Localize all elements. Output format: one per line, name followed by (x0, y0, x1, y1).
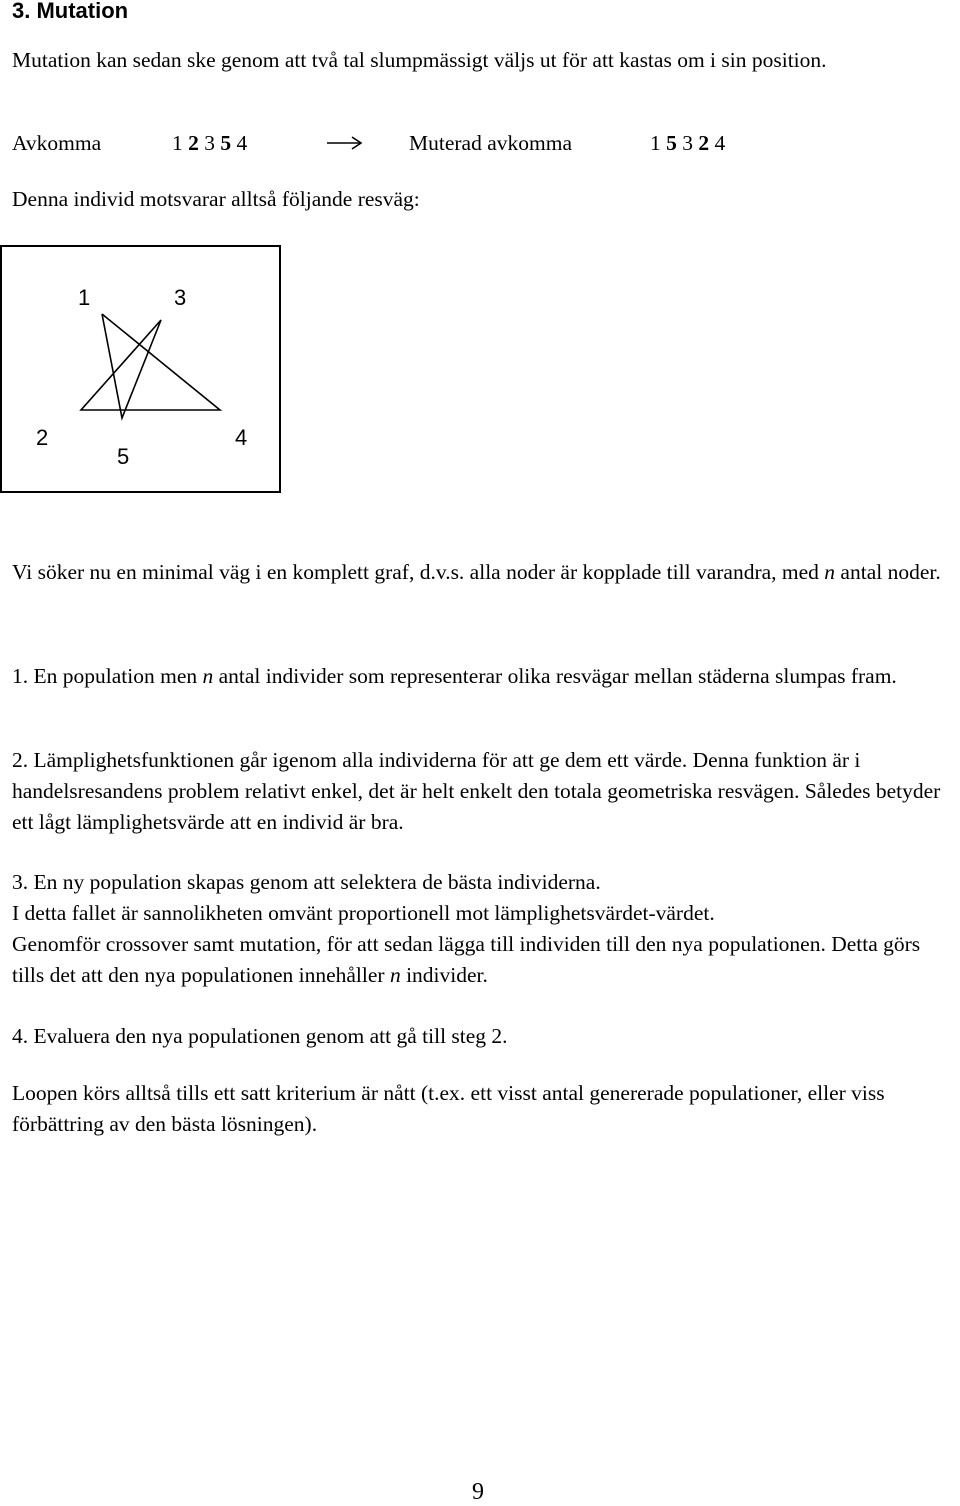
variable-n: n (202, 664, 214, 688)
node-label: 1 (78, 285, 91, 310)
mutated-label: Muterad avkomma (409, 131, 572, 155)
variable-n: n (389, 963, 401, 987)
node-label: 2 (36, 425, 49, 450)
node-label: 5 (117, 444, 130, 469)
offspring-label: Avkomma (12, 131, 102, 155)
loop-paragraph: Loopen körs alltså tills ett satt kriterium är nått (t.ex. ett visst antal genererade populationer, eller viss förbättring av den bästa lösningen). (12, 1081, 885, 1136)
offspring-sequence (172, 128, 247, 159)
digit: 3 (204, 131, 215, 155)
digit-swapped: 5 (220, 131, 232, 155)
step-3-line-1: 3. En ny population skapas genom att selektera de bästa individerna. (12, 870, 601, 894)
intro-paragraph: Mutation kan sedan ske genom att två tal slumpmässigt väljs ut för att kastas om i sin position. (12, 48, 827, 72)
digit: 3 (682, 131, 693, 155)
step-1: 1. En population men n antal individer som representerar olika resvägar mellan städerna slumpas fram. (12, 664, 897, 688)
route-intro: Denna individ motsvarar alltså följande resväg: (12, 187, 420, 211)
digit-swapped: 5 (666, 131, 677, 155)
digit-swapped: 2 (188, 131, 199, 155)
step-2: 2. Lämplighetsfunktionen går igenom alla individerna för att ge dem ett värde. Denna funktion är i handelsresandens problem relativt enkel, det är helt enkelt den totala geometriska resvägen. Således betyder ett lågt lämplighetsvärde att en individ är bra. (12, 748, 941, 834)
mutated-sequence (650, 128, 725, 159)
node-label: 4 (235, 425, 248, 450)
step-3-line-2: I detta fallet är sannolikheten omvänt proportionell mot lämplighetsvärdet-värdet. (12, 901, 715, 925)
page-number: 9 (472, 1479, 484, 1505)
step-4: 4. Evaluera den nya populationen genom att gå till steg 2. (12, 1024, 508, 1048)
digit-swapped: 2 (698, 131, 710, 155)
variable-n: n (824, 560, 836, 584)
right-arrow-icon (325, 128, 365, 159)
node-label: 3 (174, 285, 187, 310)
digit: 1 (650, 131, 661, 155)
digit: 4 (236, 131, 248, 155)
route-graph (0, 244, 282, 494)
graph-frame (1, 246, 280, 492)
step-3-line-3: Genomför crossover samt mutation, för att sedan lägga till individen till den nya populationen. Detta görs tills det att den nya populationen innehåller n individer. (12, 932, 921, 987)
digit: 4 (714, 131, 726, 155)
section-heading: 3. Mutation (12, 0, 129, 23)
search-paragraph: Vi söker nu en minimal väg i en komplett graf, d.v.s. alla noder är kopplade till varandra, med n antal noder. (12, 560, 941, 584)
digit: 1 (172, 131, 183, 155)
